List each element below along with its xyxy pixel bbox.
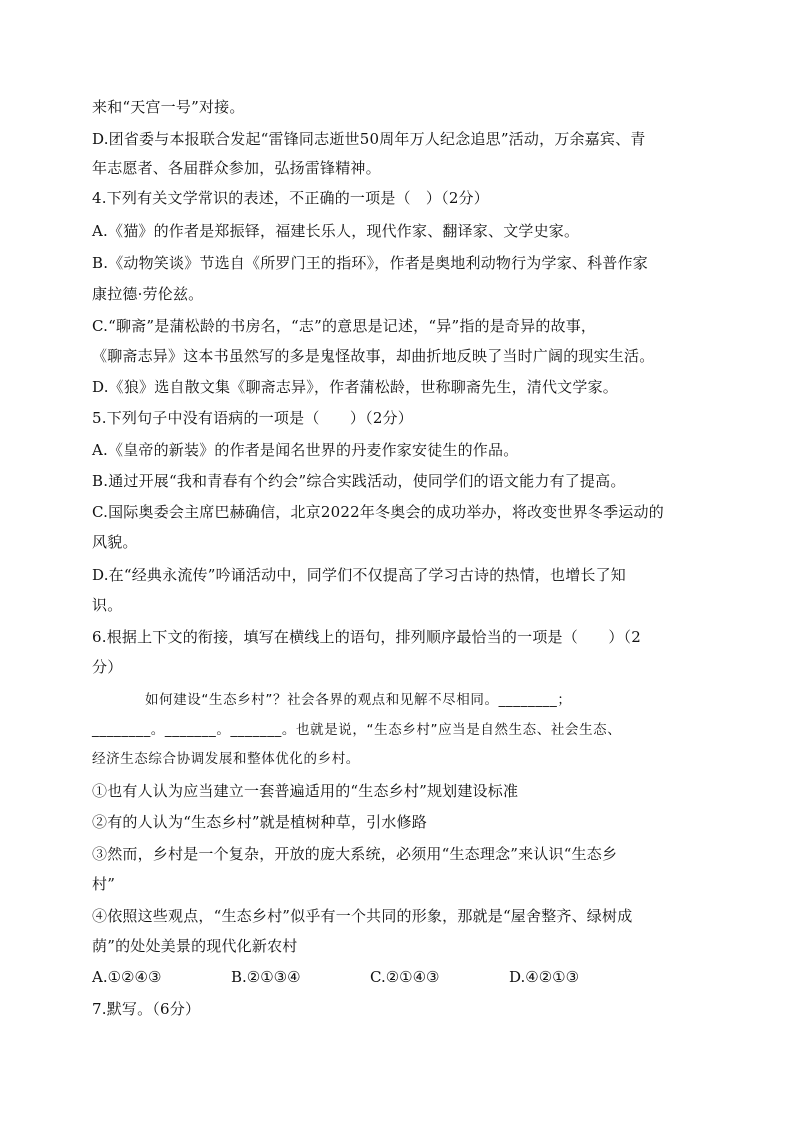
question-4: 4.下列有关文学常识的表述，不正确的一项是（ ）（2分） xyxy=(92,189,489,207)
question-7: 7.默写。（6分） xyxy=(92,1000,201,1018)
option-c-q5: C.国际奥委会主席巴赫确信，北京2022年冬奥会的成功举办，将改变世界冬季运动的 xyxy=(92,503,664,521)
text-line: 村” xyxy=(92,875,116,893)
option-a-q4: A.《猫》的作者是郑振铎，福建长乐人，现代作家、翻译家、文学史家。 xyxy=(92,222,580,240)
question-5: 5.下列句子中没有语病的一项是（ ）（2分） xyxy=(92,409,413,427)
option-a-q5: A.《皇帝的新装》的作者是闻名世界的丹麦作家安徒生的作品。 xyxy=(92,441,519,459)
option-d-q3: D.团省委与本报联合发起“雷锋同志逝世50周年万人纪念追思”活动，万余嘉宾、青 xyxy=(92,130,646,148)
question-6-options xyxy=(92,966,702,988)
text-line: 年志愿者、各届群众参加，弘扬雷锋精神。 xyxy=(92,159,381,177)
option-b-q4: B.《动物笑谈》节选自《所罗门王的指环》，作者是奥地利动物行为学家、科普作家 xyxy=(92,254,648,272)
question-6: 6.根据上下文的衔接，填写在横线上的语句，排列顺序最恰当的一项是（ ）（2 xyxy=(92,628,641,646)
sentence-3: ③然而，乡村是一个复杂，开放的庞大系统，必须用“生态理念”来认识“生态乡 xyxy=(92,845,618,863)
text-line: 识。 xyxy=(92,596,123,614)
passage-line: ________。_______。_______。也就是说，“生态乡村”应当是自然生态、社会生态、 xyxy=(92,722,622,738)
text-line: 康拉德·劳伦兹。 xyxy=(92,285,204,303)
option-b-q5: B.通过开展“我和青春有个约会”综合实践活动，使同学们的语文能力有了提高。 xyxy=(92,472,626,490)
text-line: 《聊斋志异》这本书虽然写的多是鬼怪故事，却曲折地反映了当时广阔的现实生活。 xyxy=(92,347,655,365)
passage-line: 如何建设“生态乡村”？社会各界的观点和见解不尽相同。________； xyxy=(145,692,572,708)
sentence-2: ②有的人认为“生态乡村”就是植树种草，引水修路 xyxy=(92,813,427,831)
option-d-q5: D.在“经典永流传”吟诵活动中，同学们不仅提高了学习古诗的热情，也增长了知 xyxy=(92,566,627,584)
text-line: 荫”的处处美景的现代化新农村 xyxy=(92,937,298,955)
sentence-4: ④依照这些观点，“生态乡村”似乎有一个共同的形象，那就是“屋舍整齐、绿树成 xyxy=(92,907,633,925)
option-c-q6: C.②①④③ xyxy=(370,968,440,986)
text-line: 分） xyxy=(92,658,123,676)
option-c-q4: C.“聊斋”是蒲松龄的书房名，“志”的意思是记述，“异”指的是奇异的故事， xyxy=(92,317,597,335)
option-b-q6: B.②①③④ xyxy=(231,968,301,986)
sentence-1: ①也有人认为应当建立一套普遍适用的“生态乡村”规划建设标准 xyxy=(92,782,519,800)
text-line: 风貌。 xyxy=(92,533,138,551)
option-d-q4: D.《狼》选自散文集《聊斋志异》，作者蒲松龄，世称聊斋先生，清代文学家。 xyxy=(92,378,618,396)
text-line: 来和“天宫一号”对接。 xyxy=(92,98,245,116)
passage-line: 经济生态综合协调发展和整体优化的乡村。 xyxy=(92,751,360,767)
option-d-q6: D.④②①③ xyxy=(509,968,580,986)
option-a-q6: A.①②④③ xyxy=(92,968,162,986)
